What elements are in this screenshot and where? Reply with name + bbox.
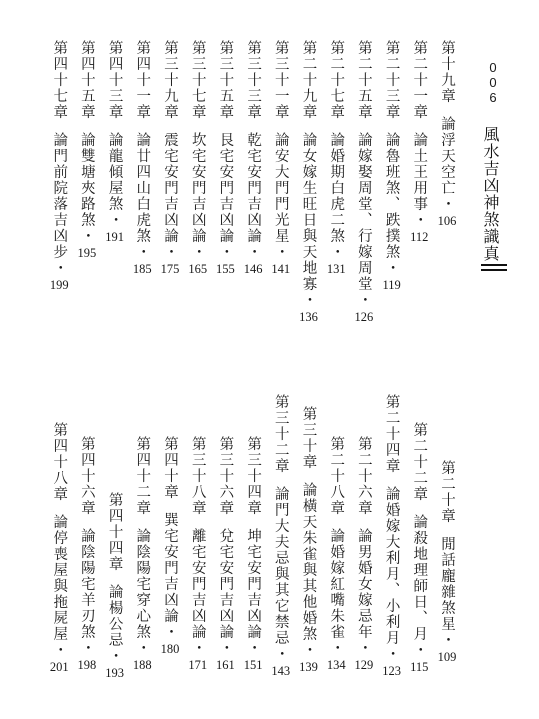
chapter-page bbox=[241, 262, 265, 276]
chapter-number: 第二十六章 bbox=[355, 436, 372, 516]
page-ref: 165 bbox=[188, 262, 208, 276]
chapter-number: 第四十六章 bbox=[78, 436, 95, 516]
toc-entry bbox=[380, 394, 404, 678]
toc-entry bbox=[269, 394, 293, 678]
toc-entry bbox=[47, 40, 71, 292]
chapter-title: 論婚嫁大利月、小利月・ bbox=[383, 486, 400, 662]
page-ref: 109 bbox=[437, 650, 457, 664]
page-ref: 119 bbox=[382, 278, 401, 292]
chapter-page bbox=[213, 262, 237, 276]
chapter-title: 論女嫁生旺日與天地寡・ bbox=[300, 132, 317, 308]
chapter-number: 第二十八章 bbox=[328, 436, 345, 516]
chapter-number: 第十九章 bbox=[439, 40, 455, 104]
page-ref: 201 bbox=[49, 660, 69, 674]
page-ref: 131 bbox=[326, 262, 346, 276]
page-ref: 199 bbox=[49, 278, 69, 292]
chapter-number: 第四十八章 bbox=[51, 422, 68, 502]
chapter-title: 兌宅安門吉凶論・ bbox=[217, 528, 234, 656]
chapter-page bbox=[269, 262, 293, 276]
chapter-number: 第二十五章 bbox=[355, 40, 372, 120]
chapter-number: 第三十八章 bbox=[189, 436, 206, 516]
chapter-page bbox=[407, 230, 431, 244]
chapter-title: 論陰陽宅穿心煞・ bbox=[134, 528, 151, 656]
page-ref: 143 bbox=[271, 664, 291, 678]
page-ref: 193 bbox=[105, 666, 124, 680]
page-ref: 155 bbox=[216, 262, 235, 276]
chapter-number: 第二十九章 bbox=[300, 40, 317, 120]
chapter-page bbox=[130, 658, 154, 672]
chapter-page bbox=[435, 650, 459, 664]
toc-entry bbox=[324, 40, 348, 276]
toc-entry bbox=[352, 436, 376, 672]
chapter-title: 論門大夫忌與其它禁忌・ bbox=[272, 486, 289, 662]
page-ref: 139 bbox=[299, 660, 318, 674]
toc-entry bbox=[407, 40, 431, 244]
toc-entry bbox=[130, 40, 154, 276]
chapter-title: 論門前院落吉凶步・ bbox=[51, 132, 68, 276]
chapter-number: 第三十四章 bbox=[245, 436, 262, 516]
page-ref: 141 bbox=[271, 262, 291, 276]
page-ref: 146 bbox=[243, 262, 263, 276]
page-ref: 171 bbox=[188, 658, 208, 672]
page-ref: 115 bbox=[410, 660, 429, 674]
chapter-number: 第三十三章 bbox=[245, 40, 262, 120]
page-number bbox=[486, 60, 500, 105]
chapter-title: 巽宅安門吉凶論・ bbox=[162, 512, 178, 640]
page-ref: 126 bbox=[354, 310, 374, 324]
chapter-number: 第四十章 bbox=[162, 436, 178, 500]
chapter-title: 乾宅安門吉凶論・ bbox=[245, 132, 262, 260]
toc-entry bbox=[213, 40, 237, 276]
toc-entry bbox=[269, 40, 293, 276]
toc-entry bbox=[435, 40, 459, 228]
chapter-page bbox=[380, 664, 404, 678]
chapter-number: 第二十一章 bbox=[411, 40, 428, 120]
page-ref: 188 bbox=[132, 658, 152, 672]
chapter-number: 第四十四章 bbox=[106, 492, 123, 572]
toc-entry bbox=[103, 492, 127, 680]
chapter-title: 論婚期白虎二煞・ bbox=[328, 132, 345, 260]
chapter-page bbox=[186, 658, 210, 672]
toc-entry bbox=[407, 422, 431, 674]
chapter-page bbox=[324, 262, 348, 276]
chapter-title: 論楊公忌・ bbox=[106, 584, 123, 664]
chapter-number: 第四十五章 bbox=[78, 40, 95, 120]
book-title: 風水吉凶神煞識真 bbox=[481, 126, 500, 262]
chapter-title: 論浮天空亡・ bbox=[439, 116, 455, 212]
chapter-title: 論廿四山白虎煞・ bbox=[134, 132, 151, 260]
toc-entry bbox=[75, 40, 99, 260]
toc-entry bbox=[186, 40, 210, 276]
chapter-number: 第四十三章 bbox=[106, 40, 123, 120]
toc-entry bbox=[47, 422, 71, 674]
chapter-title: 論土王用事・ bbox=[411, 132, 428, 228]
chapter-page bbox=[158, 262, 182, 276]
toc-entry bbox=[297, 406, 321, 674]
chapter-title: 論雙塘夾路煞・ bbox=[78, 132, 95, 244]
chapter-page bbox=[269, 664, 293, 678]
chapter-number: 第四十一章 bbox=[134, 40, 151, 120]
toc-entry bbox=[186, 436, 210, 672]
chapter-number: 第二十七章 bbox=[328, 40, 345, 120]
chapter-title: 論男婚女嫁忌年・ bbox=[355, 528, 372, 656]
chapter-page bbox=[241, 658, 265, 672]
chapter-number: 第三十九章 bbox=[162, 40, 178, 120]
chapter-page bbox=[75, 658, 99, 672]
toc-entry bbox=[324, 436, 348, 672]
chapter-page bbox=[435, 214, 459, 228]
chapter-page bbox=[324, 658, 348, 672]
chapter-number: 第四十二章 bbox=[134, 436, 151, 516]
chapter-number: 第三十一章 bbox=[272, 40, 289, 120]
chapter-page bbox=[297, 660, 321, 674]
chapter-page bbox=[352, 310, 376, 324]
chapter-title: 論殺地理師日、月・ bbox=[411, 514, 428, 658]
chapter-number: 第四十七章 bbox=[51, 40, 68, 120]
chapter-title: 震宅安門吉凶論・ bbox=[162, 132, 178, 260]
toc-entry bbox=[241, 40, 265, 276]
toc-entry bbox=[158, 40, 182, 276]
toc-entry bbox=[130, 436, 154, 672]
chapter-title: 論婚嫁紅嘴朱雀・ bbox=[328, 528, 345, 656]
chapter-page bbox=[47, 278, 71, 292]
chapter-page bbox=[103, 230, 127, 244]
chapter-title: 論橫天朱雀與其他婚煞・ bbox=[300, 482, 317, 658]
toc-entry bbox=[352, 40, 376, 324]
chapter-number: 第三十五章 bbox=[217, 40, 234, 120]
toc-entry bbox=[380, 40, 404, 292]
chapter-title: 論陰陽宅羊刃煞・ bbox=[78, 528, 95, 656]
chapter-page bbox=[130, 262, 154, 276]
chapter-number: 第三十六章 bbox=[217, 436, 234, 516]
page-ref: 180 bbox=[160, 642, 180, 656]
chapter-page bbox=[297, 310, 321, 324]
page-ref: 129 bbox=[354, 658, 374, 672]
page-ref: 191 bbox=[105, 230, 124, 244]
chapter-number: 第二十三章 bbox=[383, 40, 400, 120]
chapter-title: 坤宅安門吉凶論・ bbox=[245, 528, 262, 656]
page-ref: 106 bbox=[437, 214, 457, 228]
chapter-page bbox=[158, 642, 182, 656]
chapter-number: 第二十章 bbox=[439, 460, 455, 524]
page-ref: 195 bbox=[77, 246, 97, 260]
chapter-page bbox=[352, 658, 376, 672]
chapter-title: 論龍傾屋煞・ bbox=[106, 132, 123, 228]
toc-entry bbox=[297, 40, 321, 324]
toc-entry bbox=[75, 436, 99, 672]
chapter-title: 論嫁娶周堂、行嫁周堂・ bbox=[355, 132, 372, 308]
chapter-number: 第二十二章 bbox=[411, 422, 428, 502]
chapter-title: 論停喪屋與拖屍屋・ bbox=[51, 514, 68, 658]
toc-entry bbox=[213, 436, 237, 672]
chapter-title: 坎宅安門吉凶論・ bbox=[189, 132, 206, 260]
chapter-title: 閒話龐雜煞星・ bbox=[439, 536, 455, 648]
chapter-number: 第三十七章 bbox=[189, 40, 206, 120]
chapter-page bbox=[407, 660, 431, 674]
page-ref: 136 bbox=[299, 310, 318, 324]
page-ref: 151 bbox=[243, 658, 263, 672]
page-ref: 198 bbox=[77, 658, 97, 672]
chapter-title: 離宅安門吉凶論・ bbox=[189, 528, 206, 656]
chapter-page bbox=[103, 666, 127, 680]
toc-entry bbox=[435, 460, 459, 664]
chapter-title: 論安大門門光星・ bbox=[272, 132, 289, 260]
chapter-page bbox=[47, 660, 71, 674]
toc-entry bbox=[158, 436, 182, 656]
page-ref: 123 bbox=[382, 664, 401, 678]
chapter-page bbox=[213, 658, 237, 672]
chapter-number: 第三十章 bbox=[300, 406, 317, 470]
page-ref: 134 bbox=[326, 658, 346, 672]
page-ref: 185 bbox=[132, 262, 152, 276]
chapter-number: 第三十二章 bbox=[272, 394, 289, 474]
page-ref: 161 bbox=[216, 658, 235, 672]
chapter-page bbox=[380, 278, 404, 292]
chapter-number: 第二十四章 bbox=[383, 394, 400, 474]
title-double-rule bbox=[481, 264, 507, 271]
chapter-page bbox=[186, 262, 210, 276]
chapter-page bbox=[75, 246, 99, 260]
page-ref: 175 bbox=[160, 262, 180, 276]
chapter-title: 論魯班煞、跌撲煞・ bbox=[383, 132, 400, 276]
toc-entry bbox=[103, 40, 127, 244]
toc-entry bbox=[241, 436, 265, 672]
chapter-title: 艮宅安門吉凶論・ bbox=[217, 132, 234, 260]
page-number-text: 0 0 6 bbox=[489, 60, 497, 105]
page-ref: 112 bbox=[410, 230, 429, 244]
